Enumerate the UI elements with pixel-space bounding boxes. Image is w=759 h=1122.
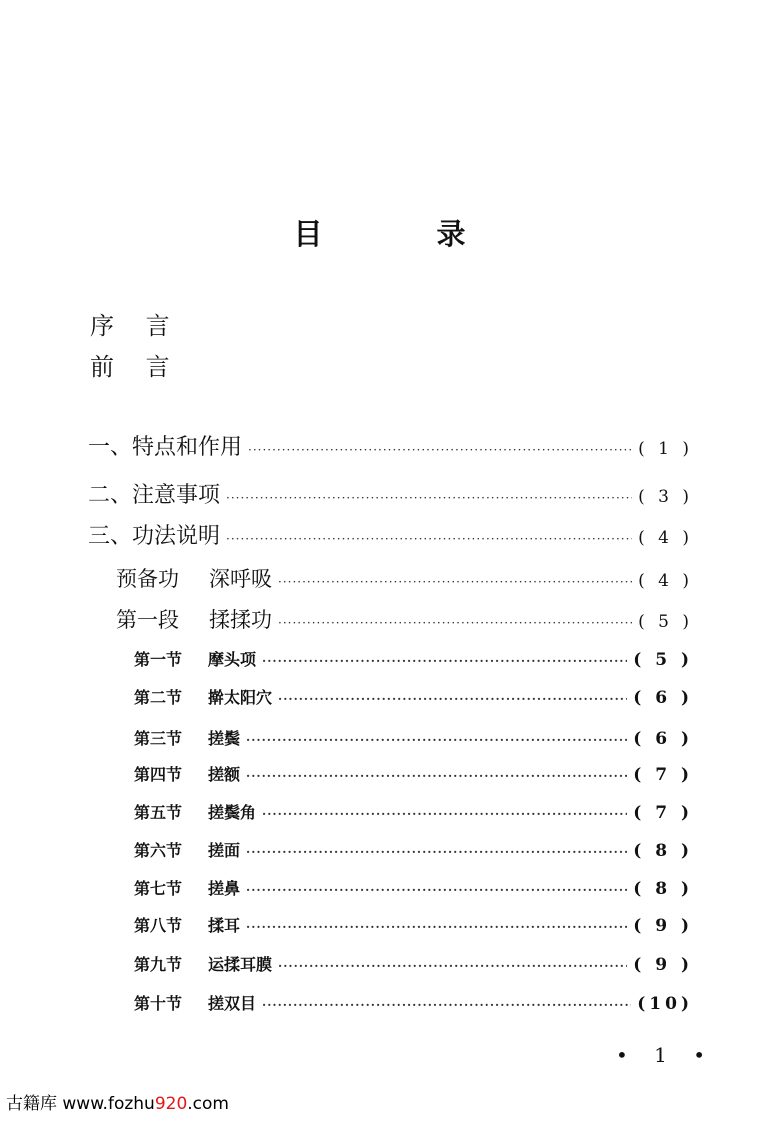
dot-leader <box>262 807 627 821</box>
toc-entry-subtitle: 搓面 <box>208 841 241 860</box>
toc-entry <box>134 685 693 708</box>
foreword-item: 前 言 <box>90 353 182 381</box>
toc-entry <box>116 604 693 634</box>
toc-entry <box>134 876 693 899</box>
dot-leader <box>246 733 627 747</box>
dot-leader <box>246 845 627 859</box>
toc-entry-subtitle: 搓双目 <box>208 994 257 1013</box>
toc-entry-label: 第十节 <box>134 994 183 1013</box>
watermark-prefix: 古籍库 www.fozhu <box>6 1094 155 1114</box>
toc-entry-page: ( 4 ) <box>638 571 693 591</box>
toc-entry-label: 一、特点和作用 <box>88 435 243 460</box>
dot-leader <box>262 998 631 1012</box>
toc-entry-subtitle: 揉耳 <box>208 916 241 935</box>
toc-entry <box>134 726 693 749</box>
toc-entry-label: 第三节 <box>134 729 183 748</box>
toc-entry-label: 三、功法说明 <box>88 524 221 549</box>
toc-entry-page: ( 8 ) <box>633 841 693 861</box>
toc-entry-label: 第五节 <box>134 803 183 822</box>
toc-entry-page: (10) <box>637 994 693 1014</box>
toc-entry-page: ( 6 ) <box>633 688 693 708</box>
toc-entry-page: ( 5 ) <box>638 612 693 632</box>
toc-entry-page: ( 7 ) <box>633 803 693 823</box>
toc-entry-page: ( 5 ) <box>633 650 693 670</box>
toc-entry <box>88 478 693 509</box>
toc-entry <box>134 800 693 823</box>
toc-entry-label: 第一段 <box>116 608 179 632</box>
toc-entry <box>88 430 693 461</box>
toc-entry <box>134 762 693 785</box>
dot-leader <box>246 920 627 934</box>
toc-title: 目 录 <box>293 217 518 251</box>
dot-leader <box>246 769 627 783</box>
dot-leader <box>278 616 632 630</box>
dot-leader <box>248 443 632 457</box>
toc-entry <box>134 952 693 975</box>
toc-entry-label: 第七节 <box>134 879 183 898</box>
dot-leader <box>226 491 632 505</box>
watermark-suffix: .com <box>187 1094 229 1114</box>
toc-entry-subtitle: 搓鬓角 <box>208 803 257 822</box>
toc-entry-subtitle: 擀太阳穴 <box>208 688 273 707</box>
dot-leader <box>246 883 627 897</box>
dot-leader <box>226 532 632 546</box>
toc-entry-label: 第二节 <box>134 688 183 707</box>
toc-entry-subtitle: 搓鬓 <box>208 729 241 748</box>
toc-entry-subtitle: 运揉耳膜 <box>208 955 273 974</box>
toc-entry-label: 第八节 <box>134 916 183 935</box>
dot-leader <box>278 575 632 589</box>
toc-entry-page: ( 9 ) <box>633 916 693 936</box>
toc-entry <box>88 519 693 550</box>
toc-entry-label: 第一节 <box>134 650 183 669</box>
toc-entry-subtitle: 摩头项 <box>208 650 257 669</box>
toc-entry <box>134 647 693 670</box>
toc-entry-page: ( 6 ) <box>633 729 693 749</box>
toc-entry-label: 第六节 <box>134 841 183 860</box>
toc-entry-page: ( 3 ) <box>638 487 693 507</box>
dot-leader <box>278 692 627 706</box>
toc-entry-label: 第九节 <box>134 955 183 974</box>
toc-entry <box>134 838 693 861</box>
toc-entry-page: ( 7 ) <box>633 765 693 785</box>
toc-entry-page: ( 1 ) <box>638 439 693 459</box>
dot-leader <box>262 654 627 668</box>
watermark-number: 920 <box>154 1094 188 1114</box>
toc-entry-page: ( 8 ) <box>633 879 693 899</box>
toc-entry-page: ( 4 ) <box>638 528 693 548</box>
toc-entry-subtitle: 深呼吸 <box>209 567 272 591</box>
toc-entry-label: 二、注意事项 <box>88 483 221 508</box>
toc-entry-subtitle: 揉揉功 <box>209 608 272 632</box>
toc-entry-subtitle: 搓额 <box>208 765 241 784</box>
toc-entry-label: 预备功 <box>116 567 179 591</box>
toc-entry-label: 第四节 <box>134 765 183 784</box>
toc-entry <box>134 991 693 1014</box>
dot-leader <box>278 959 627 973</box>
toc-entry <box>116 563 693 593</box>
toc-entry-page: ( 9 ) <box>633 955 693 975</box>
watermark <box>6 1089 229 1114</box>
preface-item: 序 言 <box>90 312 182 340</box>
toc-entry <box>134 913 693 936</box>
toc-entry-subtitle: 搓鼻 <box>208 879 241 898</box>
page-number: • 1 • <box>616 1043 716 1067</box>
